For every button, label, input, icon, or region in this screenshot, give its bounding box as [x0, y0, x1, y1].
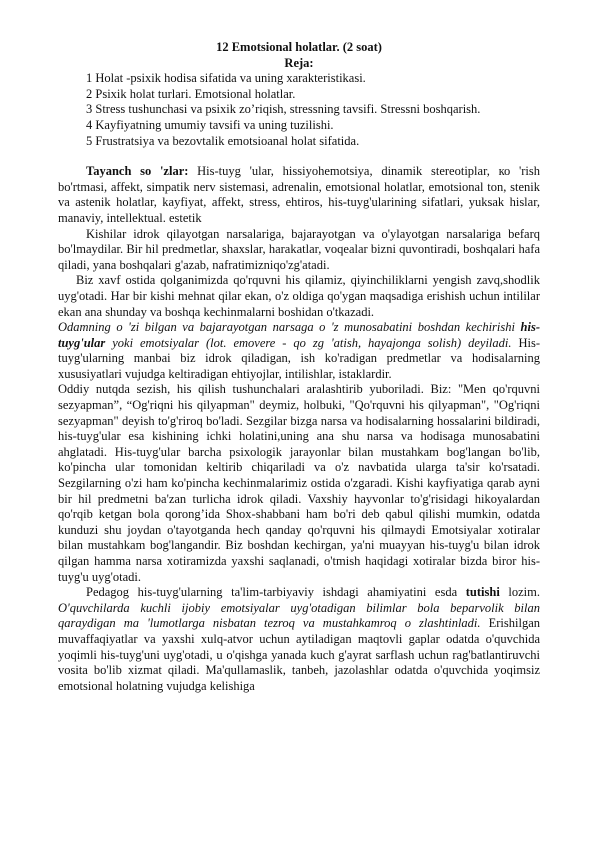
paragraph-3-rest: His-tuyg'ularning manbai biz idrok qiladigan, ish ko'radigan predmetlar va hodisalarning xususiyatlari vujudga keltiradigan ehtiyojlar, intilishlar, istaklardir.: [58, 335, 540, 381]
spacer: [58, 149, 540, 164]
definition-text-end: yoki emotsiyalar (lot. emovere - qo zg 'atish, hayajonga solish) deyiladi.: [105, 335, 512, 350]
plan-item: 5 Frustratsiya va bezovtalik emotsioanal holat sifatida.: [86, 133, 360, 148]
paragraph-5: [58, 585, 540, 694]
plan-heading: Reja:: [284, 55, 314, 70]
keywords-text: His-tuyg 'ular, hissiyohemotsiya, dinamik stereotiplar, ко 'rish bo'rtmasi, affekt, simpatik nerv sistemasi, adrenalin, emotsional holatlar, emotsional ton, stenik va astenik holatlar, kayfiyat, affekt, stress, ehtiros, his-tuyg'ularining sifatlari, yuksak hislar, manaviy, intellektual. estetik: [58, 164, 540, 225]
plan-item: 2 Psixik holat turlari. Emotsional holatlar.: [86, 86, 296, 101]
definition-text: Odamning o 'zi bilgan va bajarayotgan narsaga o 'z munosabatini boshdan kechirishi: [58, 320, 521, 335]
paragraph-5-rest: Erishilgan muvaffaqiyatlar va yaxshi xulq-atvor uchun aytiladigan maqtovli gaplar odatda o'quvchida yoqimli his-tuyg'uni uyg'otadi, u o'qishga yanada kuch g'ayrat sarflash uchun rag'batlantiruvchi vosita bo'lib xizmat qiladi. Ma'qullamaslik, tanbeh, jazolashlar odatda o'quvchida yoqimsiz emotsional holatning vujudga kelishiga: [58, 616, 540, 693]
paragraph-2: Biz xavf ostida qolganimizda qo'rquvni his qilamiz, qiyinchiliklarni yengish zavq,shodlik uyg'otadi. Har bir kishi mehnat qilar ekan, o'z oldiga qo'ygan maqsadiga erishish uchun intililar ekan ana shunday va boshqa kechinmalarni boshidan o'tkazadi.: [58, 273, 540, 319]
paragraph-5-italic: O'quvchilarda kuchli ijobiy emotsiyalar uyg'otadigan bilimlar bola beparvolik bilan qaraydigan ma 'lumotlarga nisbatan tezroq va mustahkamroq o zlashtinladi.: [58, 600, 540, 631]
emphasis-word: tutishi: [465, 585, 500, 600]
paragraph-3: [58, 320, 540, 382]
document-page: [58, 40, 540, 694]
page-title: 12 Emotsional holatlar. (2 soat): [216, 40, 382, 54]
plan-item: 1 Holat -psixik hodisa sifatida va uning xarakteristikasi.: [86, 71, 366, 86]
plan-item: 3 Stress tushunchasi va psixik zo’riqish, stressning tavsifi. Stressni boshqarish.: [86, 102, 481, 117]
keywords-label: Tayanch so 'zlar:: [86, 164, 189, 179]
paragraph-4: Oddiy nutqda sezish, his qilish tushunchalari aralashtirib yuboriladi. Biz: "Men qo'rquvni sezyapman”, “Og'riqni his qilyapman" deymiz, holbuki, "Qo'rquvni his qilyapman", "Og'riqni sezyapman" deyish to'g'riroq bo'ladi. Sezgilar bizga narsa va hodisalarning hossalarini bildiradi, his-tuyg'ular esa kishining ichki holatini,uning ana shu narsa va hodisaga munosabatini ahglatadi. His-tuyg'ular barcha psixologik jarayonlar bilan mustahkam bog'langan bo'lib, ko'pincha ular tomonidan keltirib chiqariladi va o'z navbatida ularga ta'sir ko'rsatadi. Sezgilarning o'zi ham ko'pincha kechinmalarimiz ostida o'zgaradi. Kishi kayfiyatiga qarab ayni bir hil predmetni ba'zan turlicha idrok qiladi. Vaxshiy hayvonlar to'g'risidagi hikoyalardan qo'rqib ketgan bola qorong’ida Shox-shabbani ham bo'ri deb qabul qilishi mumkin, odatda kunduzi shu joydan o'tayotganda hech qanday qo'rquvni his qilmaydi Emotsiyalar xotiralar bilan mustahkam bog'langandir. Biz boshdan kechirgan, ya'ni muayyan his-tuyg'u bilan idrok qilgan hamma narsa xotiramizda yaxshi saqlanadi, o'tmish haqidagi xotiralar bizda biror his-tuyg'u uyg'otadi.: [58, 382, 540, 584]
paragraph-5-mid: lozim.: [499, 585, 541, 600]
paragraph-5-start: Pedagog his-tuyg'ularning ta'lim-tarbiyaviy ishdagi ahamiyatini esda: [86, 585, 466, 600]
definition-term: his-tuyg'ular: [58, 320, 540, 350]
plan-item: 4 Kayfiyatning umumiy tavsifi va uning tuzilishi.: [86, 117, 334, 132]
keywords-paragraph: [58, 164, 540, 226]
paragraph-1: Kishilar idrok qilayotgan narsalariga, bajarayotgan va o'ylayotgan narsalariga befarq bo'lmaydilar. Bir hil predmetlar, shaxslar, harakatlar, voqealar bizni quvontiradi, boshqalari hafa qiladi, yana boshqalari g'azab, nafratimizniqo'zg'atadi.: [58, 226, 540, 272]
